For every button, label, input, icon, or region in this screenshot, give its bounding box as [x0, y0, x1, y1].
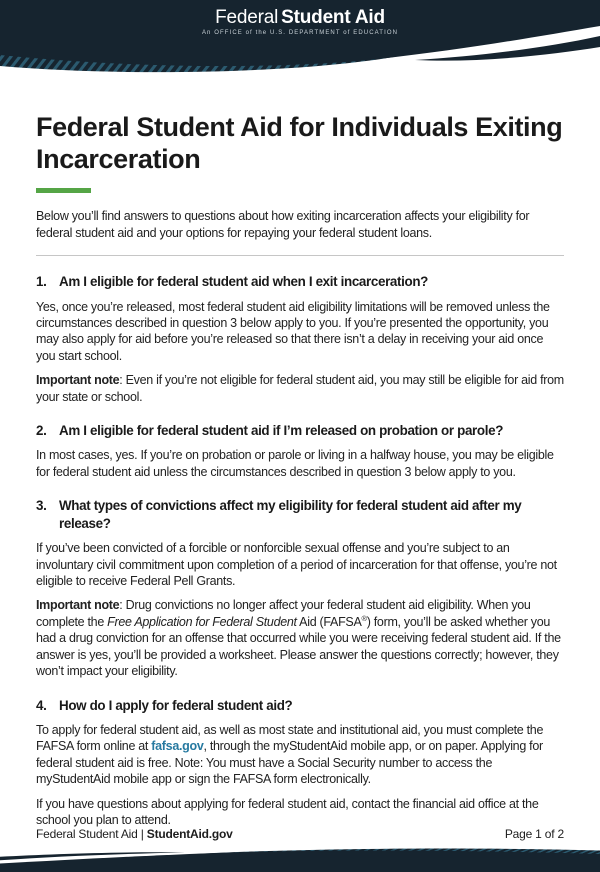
footer-wave-graphic: [0, 846, 600, 872]
question-heading: [36, 273, 564, 291]
logo-tagline: An OFFICE of the U.S. DEPARTMENT of EDUCATION: [201, 30, 399, 36]
text-run: : Even if you’re not eligible for federal student aid, you may still be eligible for aid from your state or school.: [36, 373, 564, 404]
logo-text-studentaid: Student Aid: [281, 7, 385, 28]
text-run: Free Application for Federal Student: [107, 614, 297, 629]
page-number: Page 1 of 2: [504, 827, 564, 841]
question-text: What types of convictions affect my eligibility for federal student aid after my release?: [59, 498, 522, 531]
document-body: [0, 111, 600, 828]
faq-section: [36, 697, 564, 829]
question-number: 4.: [36, 697, 47, 713]
answer-paragraph: [36, 447, 564, 480]
text-run: , through the myStudentAid mobile app, or on paper. Applying for federal student aid is free. Note: You must have a Social Security number to access the myStudentAid mobile app or sign the FAFSA form electronically.: [36, 739, 543, 787]
answer-paragraphs: [36, 540, 564, 679]
page-title: Federal Student Aid for Individuals Exiting Incarceration: [36, 112, 563, 174]
text-run: Yes, once you’re released, most federal student aid eligibility limitations will be removed unless the circumstances described in question 3 below apply to you. If you’re presented the opportunity, you may also apply for aid before you’re released so that there isn’t a delay in receiving your aid once you start school.: [36, 299, 550, 363]
text-run: Aid (FAFSA: [296, 614, 362, 629]
question-number: 2.: [36, 422, 47, 438]
header-banner: [0, 0, 600, 80]
question-number: 3.: [36, 498, 47, 514]
fsa-logo-wordmark: [0, 7, 600, 28]
registered-trademark-symbol: ®: [361, 613, 367, 623]
text-run: Important note: [36, 373, 120, 388]
text-run: ) form, you’ll be asked whether you had a drug conviction for an offense that occurred while you were receiving federal student aid. If the answer is yes, you’ll be provided a worksheet. Please answer the questions correctly; however, they won’t impact your eligibility.: [36, 614, 561, 679]
faq-section: [36, 497, 564, 679]
answer-paragraph: [36, 796, 564, 829]
logo-text-federal: Federal: [215, 7, 279, 28]
footer-site-name: StudentAid.gov: [146, 827, 233, 841]
answer-paragraph: [36, 722, 564, 788]
answer-paragraph: [36, 540, 564, 589]
answer-paragraph: [36, 372, 564, 405]
text-run: If you’ve been convicted of a forcible or nonforcible sexual offense and you’re subject to an involuntary civil commitment upon completion of a period of incarceration for that offense, you’re not eligible to receive Federal Pell Grants.: [36, 541, 557, 589]
faq-sections: [36, 273, 564, 828]
footer-branding: [36, 827, 233, 841]
question-text: Am I eligible for federal student aid when I exit incarceration?: [59, 274, 428, 289]
text-run: To apply for federal student aid, as well as most state and institutional aid, you must complete the FAFSA form online at: [36, 723, 544, 754]
question-heading: [36, 422, 564, 440]
answer-paragraphs: [36, 447, 564, 480]
fsa-logo: [0, 7, 600, 36]
footer-app-name: Federal Student Aid |: [36, 827, 147, 841]
text-run: In most cases, yes. If you’re on probation or parole or living in a halfway house, you may be eligible for federal student aid unless the circumstances described in question 3 below apply to you.: [36, 448, 554, 479]
question-heading: [36, 497, 564, 532]
faq-section: [36, 273, 564, 405]
section-divider: [36, 255, 564, 256]
question-text: How do I apply for federal student aid?: [59, 697, 293, 713]
answer-paragraph: [36, 299, 564, 365]
question-number: 1.: [36, 274, 47, 289]
question-text: Am I eligible for federal student aid if I’m released on probation or parole?: [59, 422, 504, 438]
fafsa-gov-link[interactable]: fafsa.gov: [151, 739, 204, 754]
answer-paragraphs: [36, 299, 564, 405]
question-heading: [36, 697, 564, 715]
answer-paragraphs: [36, 722, 564, 828]
text-run: : Drug convictions no longer affect your federal student aid eligibility. When you complete the: [36, 598, 531, 629]
text-run: Important note: [36, 598, 120, 613]
answer-paragraph: [36, 597, 564, 679]
text-run: If you have questions about applying for federal student aid, contact the financial aid office at the school you plan to attend.: [36, 796, 539, 828]
intro-paragraph: Below you’ll find answers to questions about how exiting incarceration affects your eligibility for federal student aid and your options for repaying your federal student loans.: [36, 209, 530, 240]
page-footer: [36, 827, 564, 841]
title-accent-bar: [36, 188, 91, 193]
faq-section: [36, 422, 564, 480]
